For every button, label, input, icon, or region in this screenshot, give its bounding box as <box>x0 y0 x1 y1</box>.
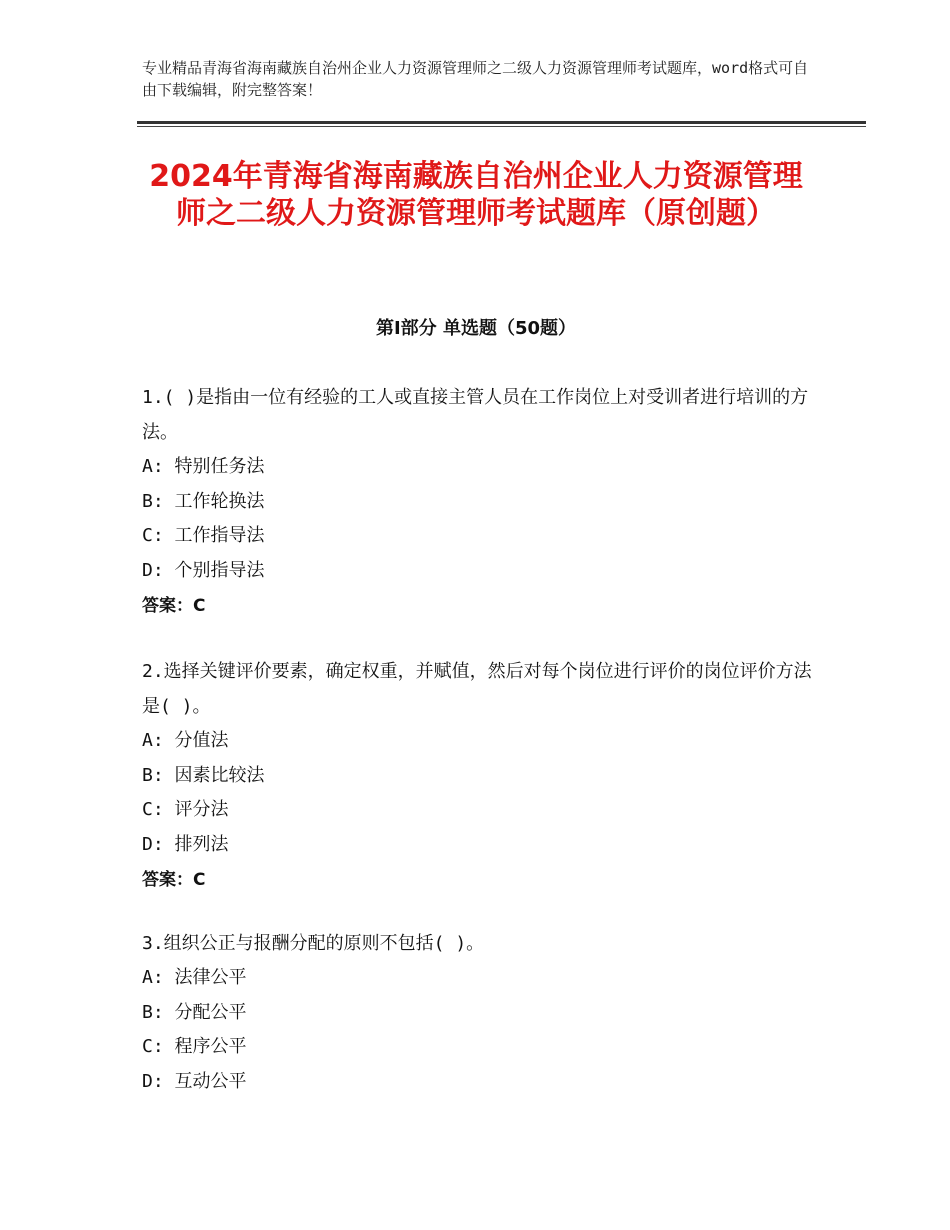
document-title: 2024年青海省海南藏族自治州企业人力资源管理师之二级人力资源管理师考试题库（原创题） <box>149 159 803 231</box>
question-stem: 1.( )是指由一位有经验的工人或直接主管人员在工作岗位上对受训者进行培训的方法。 <box>142 387 809 443</box>
answer: 答案：C <box>142 870 206 890</box>
option-d: D: 排列法 <box>142 833 229 855</box>
question-stem: 2.选择关键评价要素，确定权重，并赋值，然后对每个岗位进行评价的岗位评价方法是( )。 <box>142 661 812 717</box>
option-b: B: 分配公平 <box>142 1001 247 1023</box>
header-divider-thick <box>137 121 866 124</box>
question-stem: 3.组织公正与报酬分配的原则不包括( )。 <box>142 933 485 954</box>
option-c: C: 评分法 <box>142 799 229 820</box>
question-2 <box>142 654 822 898</box>
question-1 <box>142 380 822 624</box>
section-heading: 第Ⅰ部分 单选题（50题） <box>375 318 576 339</box>
option-c: C: 程序公平 <box>142 1036 247 1057</box>
option-b: B: 因素比较法 <box>142 764 265 786</box>
header-note: 专业精品青海省海南藏族自治州企业人力资源管理师之二级人力资源管理师考试题库，word格式可自由下载编辑，附完整答案！ <box>142 59 809 99</box>
option-a: A: 法律公平 <box>142 967 247 988</box>
question-3 <box>142 926 822 1099</box>
header-divider-thin <box>137 126 866 127</box>
option-c: C: 工作指导法 <box>142 525 265 546</box>
option-d: D: 互动公平 <box>142 1070 247 1092</box>
option-a: A: 分值法 <box>142 730 229 751</box>
option-a: A: 特别任务法 <box>142 456 265 477</box>
option-d: D: 个别指导法 <box>142 559 265 581</box>
option-b: B: 工作轮换法 <box>142 490 265 512</box>
answer: 答案：C <box>142 596 206 616</box>
